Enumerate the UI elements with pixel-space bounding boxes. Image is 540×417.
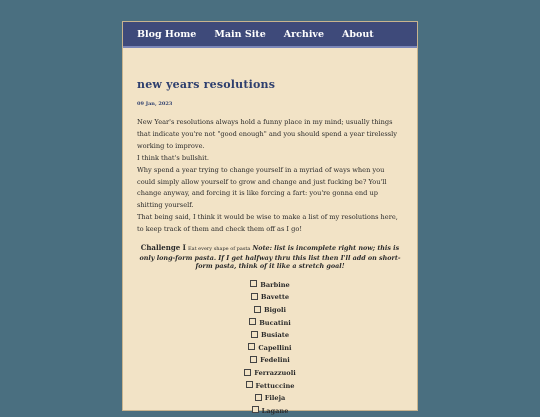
paragraph: I think that's bullshit. bbox=[137, 153, 209, 162]
paragraph: That being said, I think it would be wise to make a list of my resolutions here, to keep track of them and check them off as I go! bbox=[137, 213, 398, 234]
post-date: 09 Jan, 2023 bbox=[137, 101, 173, 107]
post-content bbox=[123, 48, 417, 417]
nav-blog-home[interactable]: Blog Home bbox=[137, 28, 197, 40]
checkbox-icon bbox=[250, 356, 257, 363]
list-item bbox=[137, 367, 403, 380]
pasta-checklist bbox=[137, 279, 403, 417]
checkbox-icon bbox=[251, 293, 258, 300]
list-item bbox=[137, 405, 403, 417]
checkbox-icon bbox=[251, 331, 258, 338]
nav-archive[interactable]: Archive bbox=[283, 28, 324, 40]
list-item-label: Fedelini bbox=[260, 356, 290, 365]
list-item-label: Fettuccine bbox=[255, 381, 295, 390]
checkbox-icon bbox=[246, 381, 253, 388]
nav-main-site[interactable]: Main Site bbox=[214, 28, 266, 40]
checkbox-icon bbox=[249, 318, 256, 325]
challenge-note: Note: list is incomplete right now; this is only long-form pasta. If I get halfway thru this list then I'll add on short-form pasta, think of it like a stretch goal! bbox=[139, 244, 401, 271]
list-item-label: Fileja bbox=[264, 394, 286, 403]
list-item bbox=[137, 342, 403, 355]
nav-about[interactable]: About bbox=[342, 28, 374, 40]
list-item-label: Capellini bbox=[258, 343, 292, 352]
paragraph: Why spend a year trying to change yourself in a myriad of ways when you could simply allow yourself to grow and change and just fucking be? You'll change anyway, and forcing it is like forcing a fart: you're gonna end up shitting yourself. bbox=[137, 165, 387, 210]
challenge-heading bbox=[137, 244, 403, 271]
checkbox-icon bbox=[248, 343, 255, 350]
checkbox-icon bbox=[250, 280, 257, 287]
checkbox-icon bbox=[254, 306, 261, 313]
list-item-label: Barbine bbox=[260, 280, 290, 289]
list-item-label: Bavette bbox=[260, 293, 290, 302]
page-container bbox=[122, 21, 418, 415]
list-item bbox=[137, 329, 403, 342]
post-body bbox=[137, 117, 403, 236]
list-item bbox=[137, 279, 403, 292]
list-item bbox=[137, 317, 403, 330]
checkbox-icon bbox=[252, 406, 259, 413]
checkbox-icon bbox=[255, 394, 262, 401]
list-item bbox=[137, 354, 403, 367]
list-item-label: Ferrazzuoli bbox=[254, 369, 296, 377]
post-title: new years resolutions bbox=[137, 78, 276, 91]
top-nav bbox=[123, 22, 417, 48]
list-item-label: Bigoli bbox=[263, 306, 287, 315]
list-item bbox=[137, 380, 403, 393]
list-item-label: Lagane bbox=[261, 406, 289, 415]
list-item bbox=[137, 304, 403, 317]
list-item-label: Busiate bbox=[260, 331, 290, 340]
checkbox-icon bbox=[244, 369, 251, 376]
paragraph: New Year's resolutions always hold a funny place in my mind; usually things that indicate you're not "good enough" and you should spend a year tirelessly working to improve. bbox=[137, 118, 398, 150]
list-item bbox=[137, 291, 403, 304]
list-item-label: Bucatini bbox=[259, 318, 291, 327]
list-item bbox=[137, 392, 403, 405]
challenge-lead: Challenge I bbox=[140, 243, 186, 253]
challenge-subtitle: Eat every shape of pasta bbox=[187, 246, 251, 253]
